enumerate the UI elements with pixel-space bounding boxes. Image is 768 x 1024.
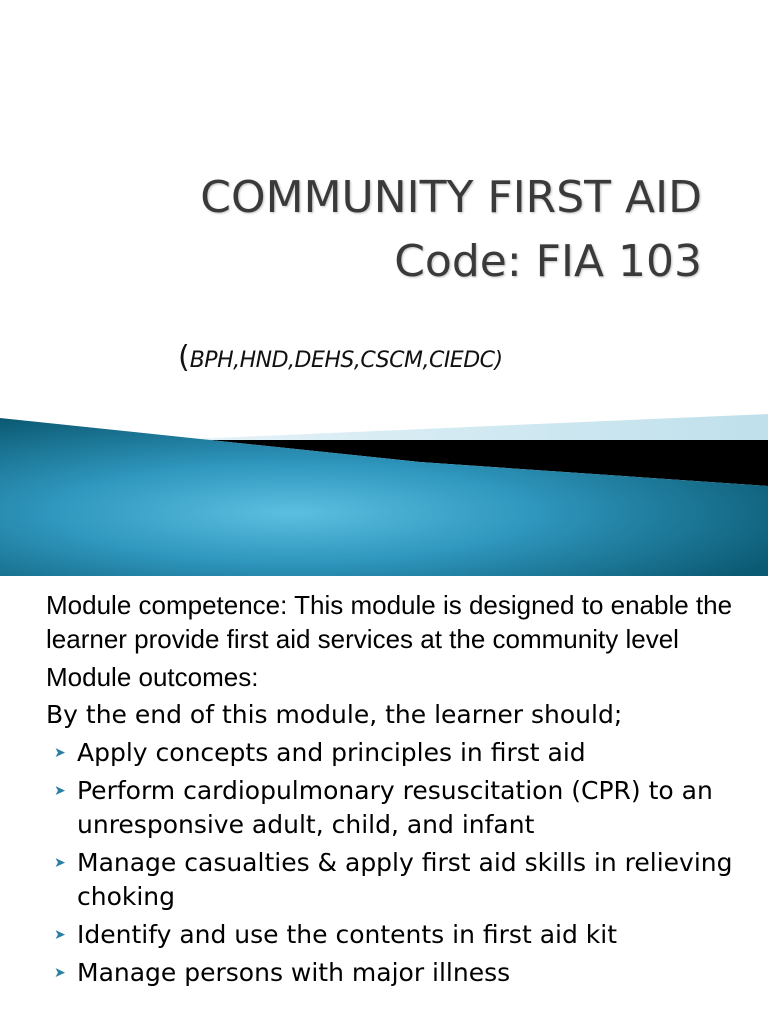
slide-title-line-2: Code: FIA 103 xyxy=(394,236,702,287)
list-item xyxy=(46,918,756,952)
list-item xyxy=(46,736,756,770)
subtitle-program-codes: BPH,HND,DEHS,CSCM,CIEDC) xyxy=(189,348,503,373)
outcome-text: Perform cardiopulmonary resuscitation (CPR) to an unresponsive adult, child, and infant xyxy=(77,776,713,839)
competence-paragraph xyxy=(46,588,756,656)
outcomes-intro: By the end of this module, the learner should; xyxy=(46,700,623,729)
arrow-right-icon: ➤ xyxy=(54,927,66,943)
decorative-wave-band xyxy=(0,410,768,576)
module-description xyxy=(46,588,756,994)
outcomes-label: Module outcomes xyxy=(46,662,252,692)
arrow-right-icon: ➤ xyxy=(54,855,66,871)
list-item xyxy=(46,956,756,990)
subtitle-open-paren: ( xyxy=(178,340,190,375)
arrow-right-icon: ➤ xyxy=(54,965,66,981)
outcome-text: Identify and use the contents in first aid kit xyxy=(77,920,618,949)
outcomes-list xyxy=(46,736,756,990)
outcome-text: Manage persons with major illness xyxy=(77,958,511,987)
slide-title-line-1: COMMUNITY FIRST AID xyxy=(200,172,702,223)
list-item xyxy=(46,846,756,914)
outcomes-colon: : xyxy=(251,662,259,692)
arrow-right-icon: ➤ xyxy=(54,745,66,761)
outcome-text: Manage casualties & apply first aid skills in relieving choking xyxy=(77,848,733,911)
outcome-text: Apply concepts and principles in first aid xyxy=(77,738,586,767)
slide-subtitle xyxy=(178,340,503,375)
list-item xyxy=(46,774,756,842)
outcomes-heading xyxy=(46,660,756,694)
competence-label: Module competence xyxy=(46,590,281,620)
arrow-right-icon: ➤ xyxy=(54,783,66,799)
band-pale-stripe xyxy=(170,414,768,440)
competence-text: : This module is designed to enable the learner provide first aid services at the community level xyxy=(46,590,733,654)
